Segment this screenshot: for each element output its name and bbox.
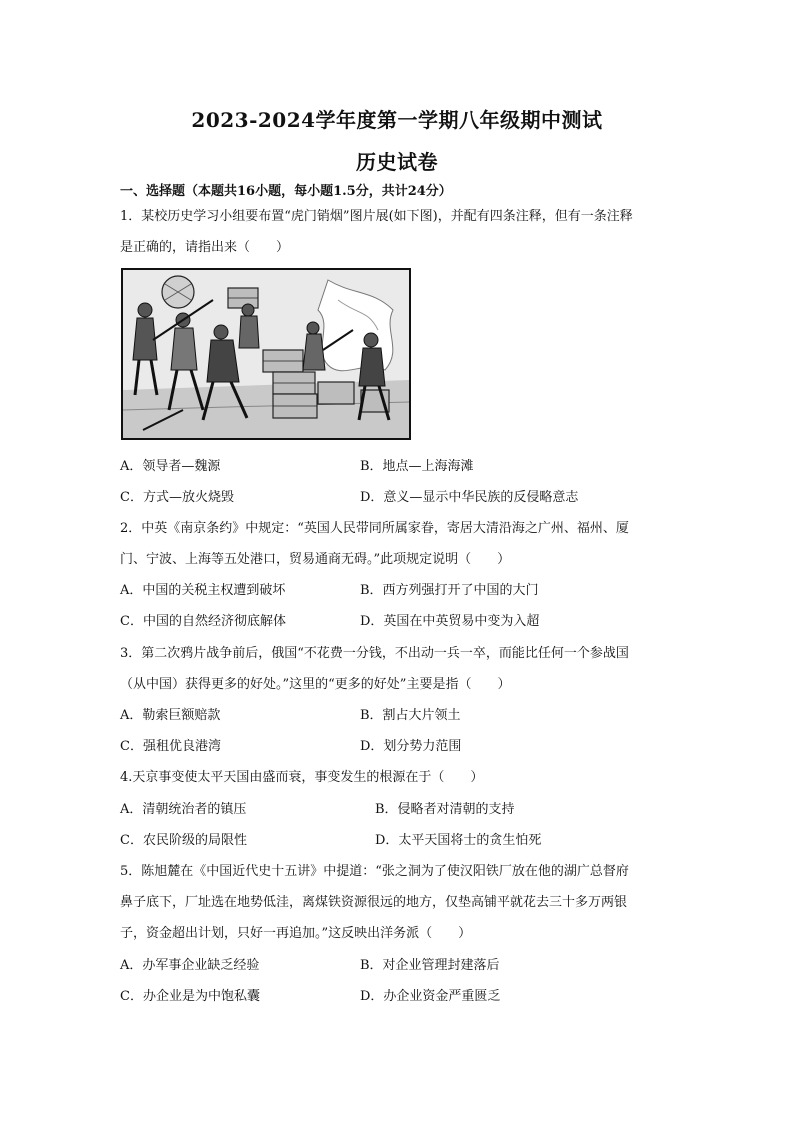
question-3-option-a: A．勒索巨额赔款	[120, 708, 221, 723]
question-4-line-1: 4.天京事变使太平天国由盛而衰，事变发生的根源在于（ ）	[120, 770, 484, 785]
question-1-line-1: 1．某校历史学习小组要布置“虎门销烟”图片展(如下图)，并配有四条注释，但有一条注释	[120, 209, 633, 224]
question-1-option-b: B．地点—上海海滩	[360, 459, 474, 474]
question-2-option-a: A．中国的关税主权遭到破坏	[120, 583, 286, 598]
question-5-option-a: A．办军事企业缺乏经验	[120, 958, 260, 973]
question-5-line-2: 鼻子底下，厂址选在地势低洼，离煤铁资源很远的地方，仅垫高铺平就花去三十多万两银	[120, 895, 628, 910]
question-2-option-c: C．中国的自然经济彻底解体	[120, 614, 286, 629]
question-3-line-2: （从中国）获得更多的好处。”这里的“更多的好处”主要是指（ ）	[120, 677, 511, 692]
question-4-option-b: B．侵略者对清朝的支持	[375, 802, 515, 817]
question-1-option-d: D．意义—显示中华民族的反侵略意志	[360, 490, 579, 505]
question-1-line-2: 是正确的，请指出来（ ）	[120, 240, 290, 255]
question-4-option-c: C．农民阶级的局限性	[120, 833, 247, 848]
question-5-option-c: C．办企业是为中饱私囊	[120, 989, 260, 1004]
question-1-option-a: A．领导者—魏源	[120, 459, 221, 474]
question-2-line-2: 门、宁波、上海等五处港口，贸易通商无碍。”此项规定说明（ ）	[120, 552, 511, 567]
question-3-line-1: 3．第二次鸦片战争前后，俄国“不花费一分钱，不出动一兵一卒，而能比任何一个参战国	[120, 646, 629, 661]
question-5-line-3: 子，资金超出计划，只好一再追加。”这反映出洋务派（ ）	[120, 926, 472, 941]
exam-title: 2023-2024学年度第一学期八年级期中测试	[191, 108, 603, 132]
question-4-option-d: D．太平天国将士的贪生怕死	[375, 833, 542, 848]
question-3-option-d: D．划分势力范围	[360, 739, 462, 754]
question-2-line-1: 2．中英《南京条约》中规定：“英国人民带同所属家眷，寄居大清沿海之广州、福州、厦	[120, 521, 629, 536]
question-4-option-a: A．清朝统治者的镇压	[120, 802, 247, 817]
humen-scene-drawing	[123, 270, 409, 438]
question-2-option-b: B．西方列强打开了中国的大门	[360, 583, 539, 598]
question-1-option-c: C．方式—放火烧毁	[120, 490, 234, 505]
question-5-option-d: D．办企业资金严重匮乏	[360, 989, 501, 1004]
section-heading: 一、选择题（本题共16小题，每小题1.5分，共计24分）	[120, 184, 452, 199]
question-5-option-b: B．对企业管理封建落后	[360, 958, 500, 973]
exam-subject: 历史试卷	[356, 150, 438, 174]
question-3-option-c: C．强租优良港湾	[120, 739, 221, 754]
question-3-option-b: B．割占大片领土	[360, 708, 461, 723]
question-5-line-1: 5．陈旭麓在《中国近代史十五讲》中提道：“张之洞为了使汉阳铁厂放在他的湖广总督府	[120, 864, 629, 879]
question-2-option-d: D．英国在中英贸易中变为入超	[360, 614, 540, 629]
opium-destruction-illustration	[121, 268, 411, 440]
